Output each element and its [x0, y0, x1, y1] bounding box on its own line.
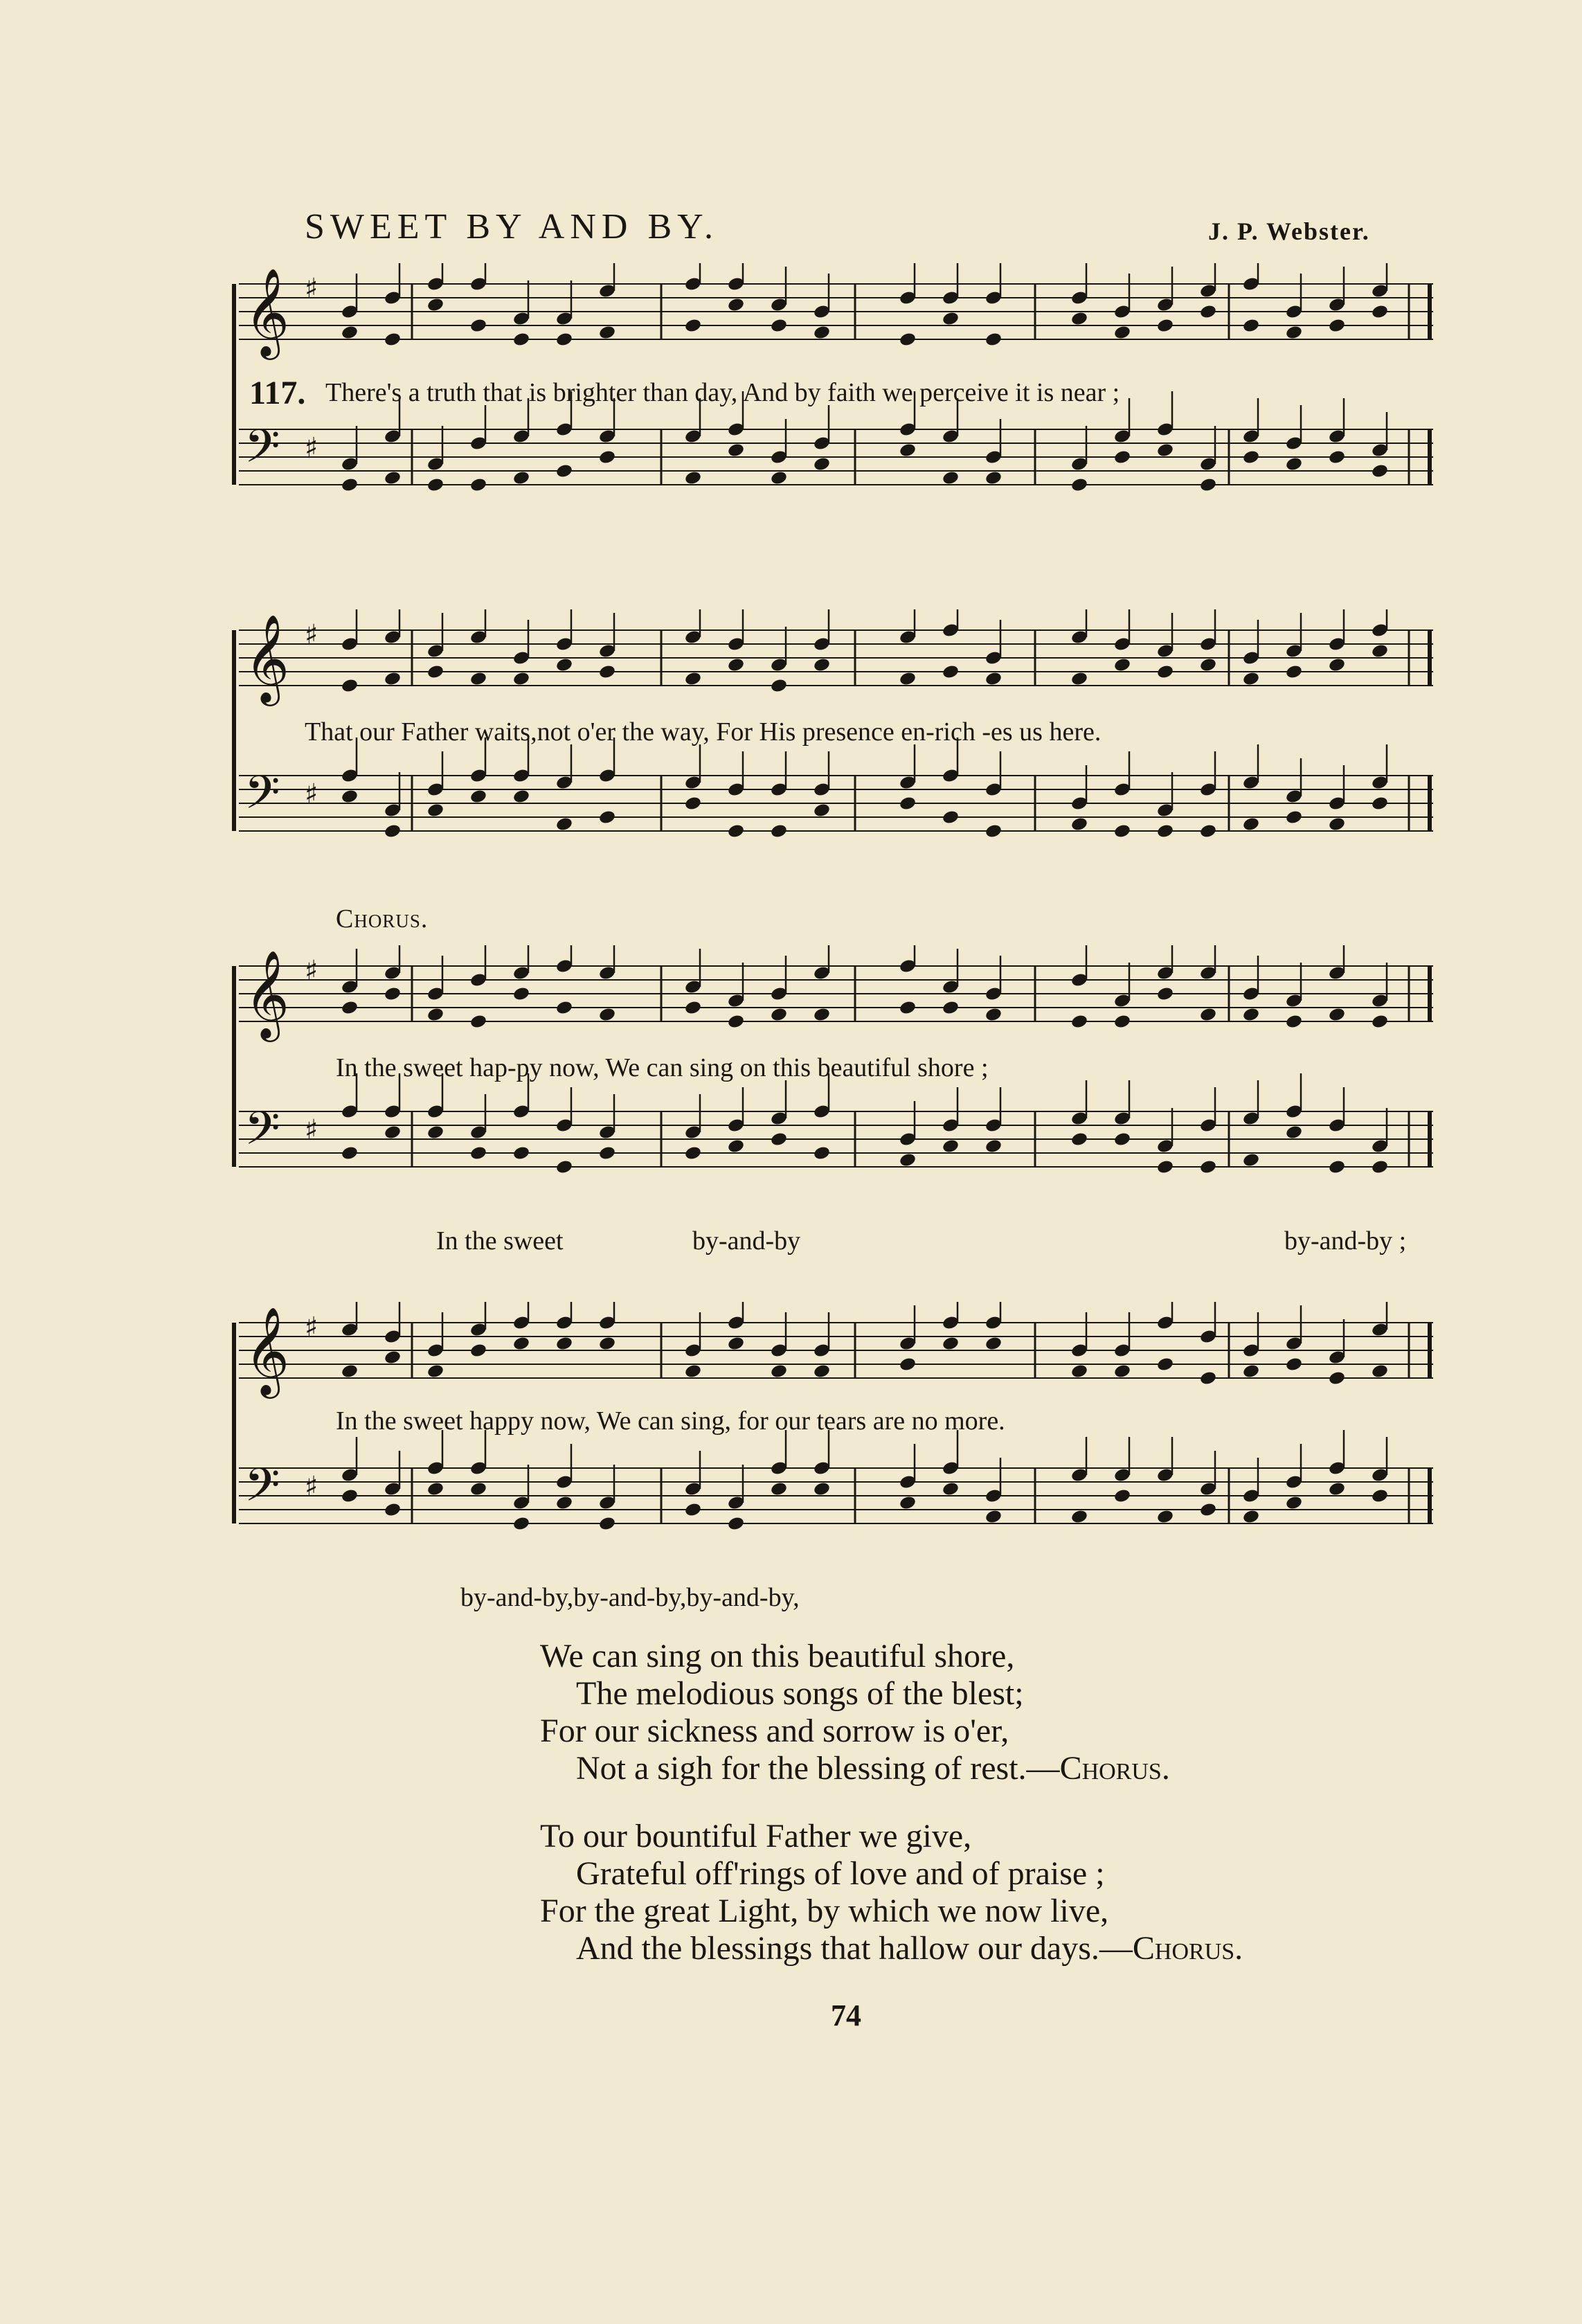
note-head	[813, 456, 831, 472]
note-head	[770, 678, 788, 694]
note-head	[341, 1000, 359, 1016]
note-head	[1199, 477, 1217, 493]
note-head	[727, 443, 745, 458]
note-head	[555, 1000, 573, 1016]
bass-clef-icon: 𝄢	[244, 766, 280, 830]
lyrics-line-4: In the sweet happy now, We can sing, for our tears are no more.	[336, 1406, 1005, 1436]
note-head	[384, 1350, 402, 1366]
note-head	[341, 678, 359, 694]
verse-3-line-3: For the great Light, by which we now live,	[540, 1893, 1109, 1929]
sharp-icon: ♯	[305, 432, 318, 464]
lyrics-bass-4: by-and-by,by-and-by,by-and-by,	[460, 1583, 800, 1612]
note-head	[469, 789, 487, 805]
note-head	[341, 1488, 359, 1504]
note-head	[469, 1481, 487, 1497]
note-head	[1242, 671, 1260, 687]
note-head	[598, 325, 616, 341]
lyrics-bass-3-mid: by-and-by	[692, 1226, 801, 1255]
note-head	[1156, 664, 1174, 680]
system-brace	[232, 284, 236, 485]
note-head	[512, 470, 530, 486]
note-head	[985, 470, 1003, 486]
note-head	[598, 1007, 616, 1023]
note-head	[469, 1145, 487, 1161]
final-barline	[1428, 1323, 1432, 1378]
note-head	[770, 823, 788, 839]
final-barline	[1428, 966, 1432, 1021]
note-head	[1328, 318, 1346, 334]
verse-2-line-1: We can sing on this beautiful shore,	[540, 1638, 1015, 1674]
note-head	[384, 1125, 402, 1141]
sharp-icon: ♯	[305, 1114, 318, 1146]
note-head	[1371, 1014, 1389, 1030]
note-head	[555, 657, 573, 673]
note-head	[1199, 1502, 1217, 1518]
note-head	[1113, 657, 1131, 673]
note-head	[813, 1481, 831, 1497]
verse-2-line-2: The melodious songs of the blest;	[576, 1675, 1024, 1712]
note-head	[985, 671, 1003, 687]
note-head	[384, 823, 402, 839]
note-head	[899, 1357, 917, 1373]
note-head	[555, 1159, 573, 1175]
note-head	[1070, 311, 1088, 327]
note-head	[1285, 325, 1303, 341]
verse-3-line-4-text: And the blessings that hallow our days.—	[576, 1930, 1133, 1967]
final-barline	[1428, 776, 1432, 831]
note-head	[899, 671, 917, 687]
verse-2-line-3: For our sickness and sorrow is o'er,	[540, 1713, 1009, 1749]
note-head	[985, 1336, 1003, 1352]
lyrics-line-3: In the sweet hap-py now, We can sing on this beautiful shore ;	[336, 1053, 989, 1082]
final-barline	[1428, 284, 1432, 339]
note-head	[942, 1000, 960, 1016]
note-head	[512, 671, 530, 687]
note-head	[899, 332, 917, 348]
note-head	[942, 1481, 960, 1497]
verse-3-line-4	[540, 1930, 1243, 1967]
note-head	[813, 1145, 831, 1161]
note-head	[384, 1502, 402, 1518]
note-head	[942, 1336, 960, 1352]
note-head	[770, 1364, 788, 1379]
note-head	[813, 325, 831, 341]
note-head	[1371, 643, 1389, 659]
note-head	[684, 1364, 702, 1379]
note-head	[1199, 657, 1217, 673]
note-head	[598, 1336, 616, 1352]
note-head	[598, 1145, 616, 1161]
note-head	[555, 816, 573, 832]
sharp-icon: ♯	[305, 273, 318, 305]
note-head	[426, 803, 444, 819]
note-head	[899, 1495, 917, 1511]
note-head	[770, 1481, 788, 1497]
note-head	[727, 1516, 745, 1532]
verse-2-line-4-text: Not a sigh for the blessing of rest.—	[576, 1750, 1060, 1787]
hymn-number: 117.	[249, 375, 306, 411]
note-head	[1070, 1364, 1088, 1379]
note-head	[1371, 304, 1389, 320]
note-head	[813, 1364, 831, 1379]
note-head	[942, 311, 960, 327]
note-head	[1328, 1481, 1346, 1497]
note-head	[598, 1516, 616, 1532]
note-head	[384, 986, 402, 1002]
note-head	[1285, 1125, 1303, 1141]
chorus-label: Chorus.	[336, 904, 429, 933]
treble-clef-icon: 𝄞	[244, 267, 290, 356]
sharp-icon: ♯	[305, 619, 318, 651]
note-head	[341, 789, 359, 805]
verse-3-chorus-ref: Chorus.	[1132, 1930, 1243, 1967]
note-head	[770, 470, 788, 486]
note-head	[512, 1336, 530, 1352]
note-head	[899, 796, 917, 812]
bass-clef-icon: 𝄢	[244, 1458, 280, 1523]
note-head	[1113, 1488, 1131, 1504]
note-head	[1070, 1132, 1088, 1147]
note-head	[512, 986, 530, 1002]
sharp-icon: ♯	[305, 1312, 318, 1343]
note-head	[1199, 304, 1217, 320]
note-head	[469, 671, 487, 687]
lyrics-bass-3-right: by-and-by ;	[1284, 1226, 1407, 1255]
treble-clef-icon: 𝄞	[244, 1306, 290, 1395]
note-head	[1113, 823, 1131, 839]
note-head	[426, 1364, 444, 1379]
final-barline	[1428, 1111, 1432, 1167]
note-head	[985, 1138, 1003, 1154]
note-head	[1070, 477, 1088, 493]
note-head	[899, 1000, 917, 1016]
treble-clef-icon: 𝄞	[244, 949, 290, 1038]
note-head	[555, 332, 573, 348]
note-head	[684, 1502, 702, 1518]
verse-3-line-1: To our bountiful Father we give,	[540, 1818, 972, 1854]
note-head	[469, 318, 487, 334]
note-head	[684, 470, 702, 486]
lyrics-line-1: There's a truth that is brighter than day, And by faith we perceive it is near ;	[325, 378, 1120, 407]
note-head	[1156, 1159, 1174, 1175]
note-head	[469, 477, 487, 493]
note-head	[1113, 1132, 1131, 1147]
note-head	[426, 297, 444, 313]
note-head	[1156, 1357, 1174, 1373]
note-head	[341, 325, 359, 341]
note-head	[727, 1014, 745, 1030]
note-head	[1242, 318, 1260, 334]
note-head	[1242, 1509, 1260, 1525]
system-brace	[232, 630, 236, 831]
note-head	[598, 810, 616, 825]
note-head	[1156, 318, 1174, 334]
note-head	[555, 1336, 573, 1352]
note-head	[598, 449, 616, 465]
note-head	[942, 470, 960, 486]
note-head	[512, 332, 530, 348]
note-head	[1199, 823, 1217, 839]
note-head	[384, 470, 402, 486]
note-head	[426, 477, 444, 493]
note-head	[899, 443, 917, 458]
note-head	[1371, 1488, 1389, 1504]
note-head	[813, 657, 831, 673]
note-head	[1156, 823, 1174, 839]
note-head	[426, 664, 444, 680]
note-head	[598, 664, 616, 680]
note-head	[341, 477, 359, 493]
note-head	[1156, 1509, 1174, 1525]
note-head	[727, 823, 745, 839]
note-head	[770, 318, 788, 334]
note-head	[469, 1343, 487, 1359]
note-head	[1199, 1370, 1217, 1386]
note-head	[1328, 1007, 1346, 1023]
final-barline	[1428, 630, 1432, 686]
note-head	[341, 1364, 359, 1379]
note-head	[1242, 1364, 1260, 1379]
note-head	[727, 297, 745, 313]
note-head	[942, 1138, 960, 1154]
sharp-icon: ♯	[305, 778, 318, 810]
bass-clef-icon: 𝄢	[244, 420, 280, 484]
note-head	[899, 1152, 917, 1168]
note-head	[942, 810, 960, 825]
note-head	[770, 1007, 788, 1023]
note-head	[985, 1007, 1003, 1023]
note-head	[1113, 325, 1131, 341]
note-head	[1070, 816, 1088, 832]
note-head	[1371, 796, 1389, 812]
note-head	[1371, 463, 1389, 479]
final-barline	[1428, 429, 1432, 485]
note-head	[512, 789, 530, 805]
note-head	[1285, 1495, 1303, 1511]
note-head	[555, 463, 573, 479]
composer-name: J. P. Webster.	[1208, 217, 1370, 245]
note-head	[813, 803, 831, 819]
note-head	[985, 332, 1003, 348]
note-head	[1113, 1364, 1131, 1379]
note-head	[426, 1007, 444, 1023]
note-head	[770, 1132, 788, 1147]
note-head	[426, 1125, 444, 1141]
note-head	[384, 671, 402, 687]
note-head	[426, 1481, 444, 1497]
note-head	[727, 657, 745, 673]
hymn-title: SWEET BY AND BY.	[305, 207, 719, 247]
verse-2	[540, 1638, 1170, 1787]
note-head	[1285, 456, 1303, 472]
note-head	[1156, 443, 1174, 458]
verse-2-chorus-ref: Chorus.	[1059, 1750, 1170, 1787]
bass-clef-icon: 𝄢	[244, 1102, 280, 1166]
treble-clef-icon: 𝄞	[244, 614, 290, 702]
note-head	[727, 1138, 745, 1154]
note-head	[1156, 986, 1174, 1002]
system-brace	[232, 966, 236, 1167]
note-head	[1285, 1014, 1303, 1030]
note-head	[684, 1145, 702, 1161]
note-head	[1113, 449, 1131, 465]
verse-3-line-2: Grateful off'rings of love and of praise ;	[576, 1855, 1105, 1892]
note-head	[512, 1145, 530, 1161]
note-head	[684, 671, 702, 687]
verse-2-line-4	[540, 1750, 1170, 1787]
lyrics-line-2: That our Father waits,not o'er the way, For His presence en-rich -es us here.	[305, 717, 1102, 747]
note-head	[1242, 449, 1260, 465]
note-head	[1328, 816, 1346, 832]
note-head	[985, 1509, 1003, 1525]
sharp-icon: ♯	[305, 1471, 318, 1503]
note-head	[813, 1007, 831, 1023]
system-brace	[232, 1323, 236, 1523]
lyrics-bass-3-left: In the sweet	[436, 1226, 564, 1255]
note-head	[1242, 1007, 1260, 1023]
note-head	[1285, 664, 1303, 680]
verse-3	[540, 1818, 1243, 1967]
note-head	[684, 318, 702, 334]
note-head	[1199, 1007, 1217, 1023]
note-head	[1328, 657, 1346, 673]
final-barline	[1428, 1468, 1432, 1523]
note-head	[1371, 1364, 1389, 1379]
note-head	[1070, 1014, 1088, 1030]
note-head	[384, 332, 402, 348]
note-head	[942, 664, 960, 680]
note-head	[727, 1336, 745, 1352]
note-head	[1070, 1509, 1088, 1525]
note-head	[341, 1145, 359, 1161]
note-head	[1328, 1370, 1346, 1386]
note-head	[555, 1495, 573, 1511]
note-head	[1242, 816, 1260, 832]
note-head	[512, 1516, 530, 1532]
note-head	[1113, 1014, 1131, 1030]
note-head	[1199, 1159, 1217, 1175]
note-head	[684, 796, 702, 812]
note-head	[684, 1000, 702, 1016]
note-head	[1285, 1357, 1303, 1373]
note-head	[1242, 1152, 1260, 1168]
note-head	[985, 823, 1003, 839]
note-head	[469, 1014, 487, 1030]
note-head	[1371, 1159, 1389, 1175]
sharp-icon: ♯	[305, 955, 318, 987]
note-head	[1285, 810, 1303, 825]
note-head	[1070, 671, 1088, 687]
page-number: 74	[831, 1999, 861, 2032]
note-head	[1328, 449, 1346, 465]
note-head	[1328, 1159, 1346, 1175]
